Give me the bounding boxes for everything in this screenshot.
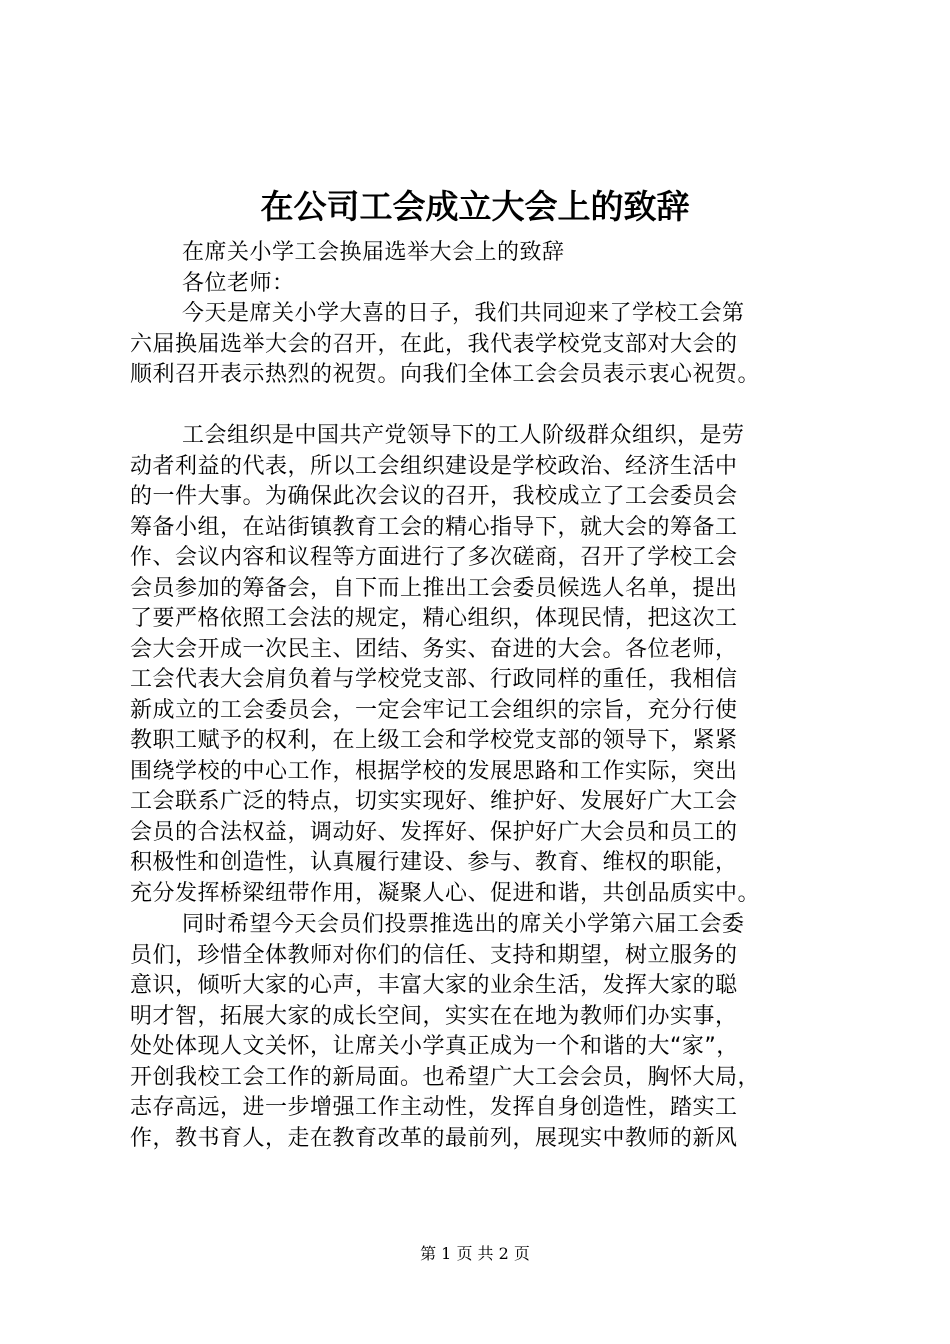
paragraph-line: 开创我校工会工作的新局面。也希望广大工会会员，胸怀大局，	[130, 1064, 761, 1090]
paragraph-1	[130, 299, 850, 391]
salutation-line: 各位老师：	[182, 270, 295, 296]
document-title: 在公司工会成立大会上的致辞	[260, 187, 690, 226]
page-footer: 第 1 页 共 2 页	[420, 1244, 530, 1263]
paragraph-line: 同时希望今天会员们投票推选出的席关小学第六届工会委	[182, 912, 745, 937]
paragraph-line: 围绕学校的中心工作，根据学校的发展思路和工作实际，突出	[130, 758, 738, 784]
paragraph-line: 会员的合法权益，调动好、发挥好、保护好广大会员和员工的	[130, 819, 738, 845]
paragraph-line: 作、会议内容和议程等方面进行了多次磋商，召开了学校工会	[130, 545, 738, 570]
paragraph-line: 积极性和创造性，认真履行建设、参与、教育、维权的职能，	[130, 850, 738, 875]
paragraph-line: 明才智，拓展大家的成长空间，实实在在地为教师们办实事，	[130, 1003, 738, 1029]
paragraph-2	[130, 421, 850, 909]
paragraph-line: 筹备小组，在站街镇教育工会的精心指导下，就大会的筹备工	[130, 514, 738, 540]
paragraph-line: 处处体现人文关怀，让席关小学真正成为一个和谐的大“家”，	[130, 1034, 739, 1059]
subtitle-line: 在席关小学工会换届选举大会上的致辞	[182, 240, 565, 265]
paragraph-line: 了要严格依照工会法的规定，精心组织，体现民情，把这次工	[130, 606, 738, 631]
paragraph-line: 工会组织是中国共产党领导下的工人阶级群众组织，是劳	[182, 423, 745, 448]
paragraph-line: 员们，珍惜全体教师对你们的信任、支持和期望，树立服务的	[130, 942, 738, 968]
paragraph-line: 工会代表大会肩负着与学校党支部、行政同样的重任，我相信	[130, 667, 738, 692]
paragraph-3	[130, 910, 850, 1154]
paragraph-line: 会大会开成一次民主、团结、务实、奋进的大会。各位老师，	[130, 636, 738, 662]
intro-block	[130, 238, 850, 299]
paragraph-line: 的一件大事。为确保此次会议的召开，我校成立了工会委员会	[130, 484, 738, 509]
paragraph-line: 新成立的工会委员会，一定会牢记工会组织的宗旨，充分行使	[130, 697, 738, 723]
paragraph-line: 六届换届选举大会的召开，在此，我代表学校党支部对大会的	[130, 331, 738, 357]
paragraph-line: 动者利益的代表，所以工会组织建设是学校政治、经济生活中	[130, 453, 738, 479]
paragraph-line: 工会联系广泛的特点，切实实现好、维护好、发展好广大工会	[130, 789, 738, 814]
paragraph-line: 教职工赋予的权利，在上级工会和学校党支部的领导下，紧紧	[130, 728, 738, 753]
paragraph-line: 志存高远，进一步增强工作主动性，发挥自身创造性，踏实工	[130, 1095, 738, 1120]
paragraph-line: 顺利召开表示热烈的祝贺。向我们全体工会会员表示衷心祝贺。	[130, 362, 761, 387]
paragraph-line: 今天是席关小学大喜的日子，我们共同迎来了学校工会第	[182, 301, 745, 326]
paragraph-line: 作，教书育人，走在教育改革的最前列，展现实中教师的新风	[130, 1125, 738, 1151]
paragraph-line: 会员参加的筹备会，自下而上推出工会委员候选人名单，提出	[130, 575, 738, 601]
paragraph-line: 意识，倾听大家的心声，丰富大家的业余生活，发挥大家的聪	[130, 973, 738, 998]
paragraph-line: 充分发挥桥梁纽带作用，凝聚人心、促进和谐，共创品质实中。	[130, 880, 761, 906]
